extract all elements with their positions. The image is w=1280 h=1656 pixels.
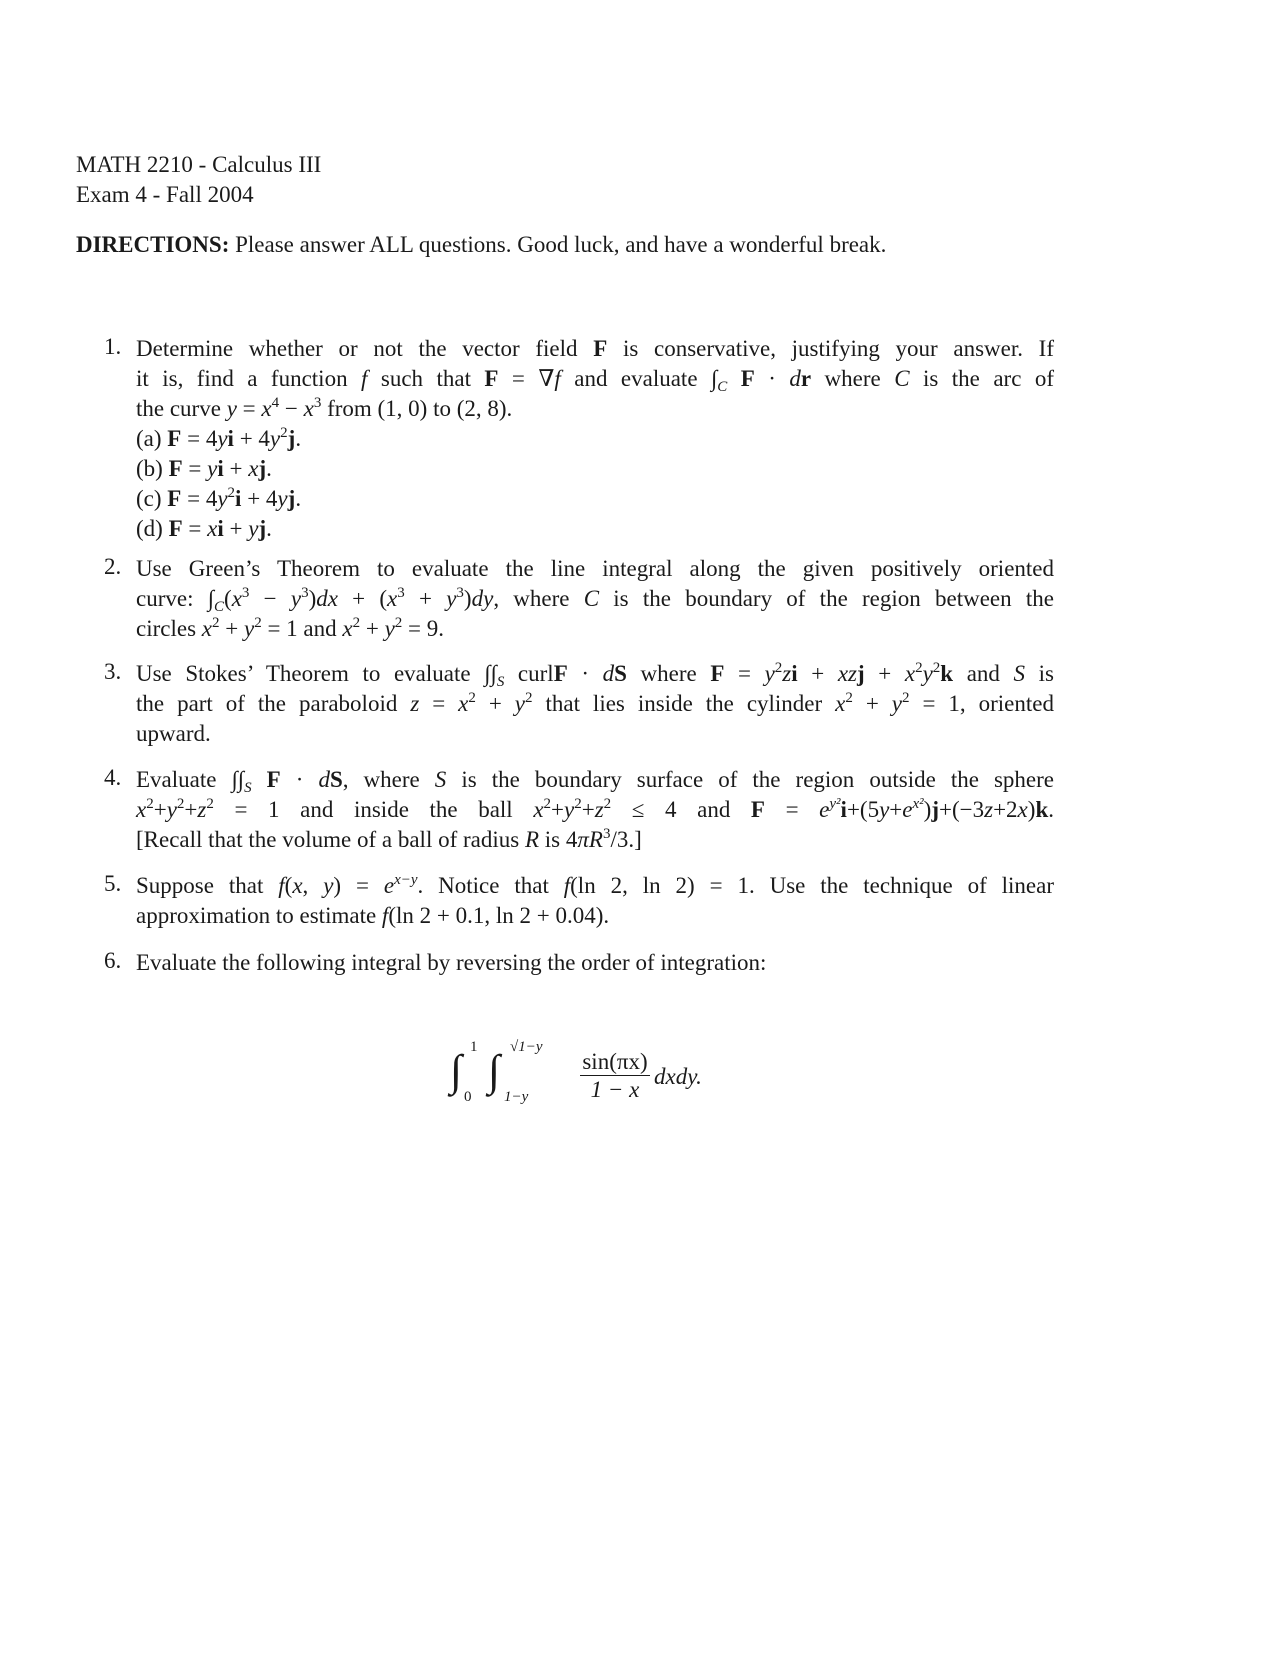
text-segment: k: [940, 661, 954, 686]
question-line: [136, 484, 1054, 514]
text-segment: 2: [932, 660, 941, 676]
text-segment: y: [217, 486, 228, 511]
question-line: [136, 334, 1054, 364]
text-segment: = 4: [181, 426, 218, 451]
text-segment: ·: [754, 366, 790, 391]
text-segment: (ln 2, ln 2) = 1. Use the technique of linear: [570, 873, 1055, 898]
text-segment: .: [295, 426, 302, 451]
text-segment: x: [207, 516, 218, 541]
text-segment: +: [223, 456, 249, 481]
text-segment: +: [864, 661, 905, 686]
text-segment: +2: [993, 797, 1018, 822]
text-segment: j: [258, 516, 267, 541]
directions-label: DIRECTIONS:: [76, 232, 230, 257]
text-segment: r: [800, 366, 812, 391]
text-segment: Determine whether or not the vector field: [136, 336, 594, 361]
text-segment: dx: [316, 586, 338, 611]
question-text: [136, 871, 1054, 931]
text-segment: C: [894, 366, 910, 391]
text-segment: j: [857, 661, 865, 686]
text-segment: x²: [912, 796, 924, 812]
inner-upper-limit: √1−y: [510, 1039, 543, 1055]
text-segment: i: [840, 797, 847, 822]
text-segment: .: [1048, 797, 1054, 822]
question-line: [136, 394, 1054, 424]
text-segment: 2: [603, 796, 612, 812]
text-segment: f: [381, 903, 389, 928]
text-segment: +: [797, 661, 838, 686]
text-segment: C: [717, 379, 728, 395]
text-segment: f: [278, 873, 285, 898]
text-segment: = 1 and inside the ball: [213, 797, 534, 822]
exam-title: Exam 4 - Fall 2004: [76, 182, 254, 207]
text-segment: +: [581, 797, 595, 822]
text-segment: F: [750, 797, 765, 822]
text-segment: [727, 366, 740, 391]
text-segment: ,: [302, 873, 324, 898]
text-segment: /3.]: [610, 827, 642, 852]
text-segment: ·: [567, 661, 603, 686]
text-segment: F: [593, 336, 608, 361]
question-text: [136, 554, 1054, 644]
text-segment: 2: [468, 690, 476, 706]
text-segment: 3: [397, 585, 405, 601]
text-segment: 2: [206, 796, 214, 812]
text-segment: x: [533, 797, 544, 822]
text-segment: f: [554, 366, 561, 391]
text-segment: C: [583, 586, 600, 611]
text-segment: z: [782, 661, 792, 686]
question-line: [136, 424, 1054, 454]
integrand-numerator: sin(πx): [580, 1049, 650, 1076]
text-segment: x: [261, 396, 272, 421]
text-segment: 2: [543, 796, 552, 812]
text-segment: and: [953, 661, 1014, 686]
text-segment: F: [553, 661, 568, 686]
text-segment: =: [182, 456, 208, 481]
text-segment: 2: [525, 690, 533, 706]
question-number: 2.: [104, 554, 122, 579]
text-segment: 2: [280, 425, 288, 441]
text-segment: Suppose that: [136, 873, 279, 898]
question-text: [136, 334, 1054, 544]
text-segment: .: [266, 516, 272, 541]
double-integral: [450, 1039, 750, 1115]
text-segment: 2: [146, 796, 154, 812]
text-segment: 3: [602, 826, 611, 842]
text-segment: Use Green’s Theorem to evaluate the line integral along the given positively oriented: [136, 556, 1054, 581]
text-segment: ): [463, 586, 472, 611]
text-segment: d: [789, 366, 801, 391]
text-segment: (: [224, 586, 232, 611]
outer-integral-sign: ∫: [450, 1046, 463, 1095]
text-segment: +: [404, 586, 447, 611]
text-segment: dy: [471, 586, 494, 611]
text-segment: i: [217, 456, 224, 481]
text-segment: =: [182, 516, 208, 541]
text-segment: y: [446, 586, 457, 611]
text-segment: 2: [845, 690, 853, 706]
text-segment: approximation to estimate: [136, 903, 382, 928]
text-segment: Evaluate ∫∫: [136, 767, 245, 792]
text-segment: y: [226, 396, 237, 421]
text-segment: 2: [394, 615, 403, 631]
text-segment: [252, 767, 267, 792]
text-segment: is the arc of: [909, 366, 1055, 391]
text-segment: S: [434, 767, 447, 792]
text-segment: = ∇: [498, 366, 555, 391]
text-segment: y: [269, 426, 281, 451]
text-segment: (d): [136, 516, 169, 541]
text-segment: ): [308, 586, 317, 611]
outer-upper-limit: 1: [470, 1039, 478, 1055]
text-segment: y: [323, 873, 334, 898]
text-segment: (a): [136, 426, 168, 451]
text-segment: z: [410, 691, 420, 716]
text-segment: y²: [829, 796, 841, 812]
text-segment: j: [258, 456, 267, 481]
text-segment: +(5: [846, 797, 880, 822]
text-segment: (ln 2 + 0.1, ln 2 + 0.04).: [388, 903, 610, 928]
question-line: [136, 514, 1054, 544]
text-segment: , where: [342, 767, 435, 792]
question-line: [136, 825, 1054, 855]
text-segment: i: [791, 661, 798, 686]
text-segment: (c): [136, 486, 168, 511]
text-segment: R: [524, 827, 540, 852]
text-segment: d: [318, 767, 330, 792]
text-segment: y: [514, 691, 526, 716]
differential: dxdy.: [654, 1064, 702, 1089]
question-line: [136, 659, 1054, 689]
text-segment: is 4: [539, 827, 578, 852]
text-segment: x: [342, 616, 353, 641]
text-segment: y: [922, 661, 933, 686]
text-segment: F: [740, 366, 755, 391]
text-segment: k: [1035, 797, 1049, 822]
text-segment: + 4: [233, 426, 270, 451]
inner-integral-sign: ∫: [488, 1046, 501, 1095]
text-segment: 3: [241, 585, 250, 601]
text-segment: Evaluate the following integral by reversing the order of integration:: [136, 950, 767, 975]
text-segment: S: [1013, 661, 1026, 686]
text-segment: z: [197, 797, 207, 822]
text-segment: S: [614, 661, 627, 686]
text-segment: +: [852, 691, 892, 716]
text-segment: circles: [136, 616, 202, 641]
text-segment: (: [284, 873, 293, 898]
course-title: MATH 2210 - Calculus III: [76, 152, 322, 177]
text-segment: =: [236, 396, 262, 421]
text-segment: S: [244, 780, 252, 796]
text-segment: F: [167, 486, 182, 511]
text-segment: x: [292, 873, 303, 898]
text-segment: where: [626, 661, 711, 686]
question-line: [136, 719, 1054, 749]
text-segment: x: [835, 691, 846, 716]
text-segment: 3: [456, 585, 464, 601]
text-segment: F: [167, 426, 182, 451]
text-segment: 2: [227, 485, 236, 501]
text-segment: F: [266, 767, 281, 792]
text-segment: curve: ∫: [136, 586, 214, 611]
text-segment: +: [475, 691, 515, 716]
text-segment: Use Stokes’ Theorem to evaluate ∫∫: [136, 661, 497, 686]
text-segment: f: [361, 366, 368, 391]
text-segment: 2: [254, 615, 262, 631]
text-segment: y: [384, 616, 395, 641]
text-segment: f: [563, 873, 571, 898]
question-3: [104, 659, 1054, 749]
integrand-denominator: 1 − x: [590, 1077, 640, 1102]
text-segment: is the boundary of the region between the: [599, 586, 1054, 611]
text-segment: x: [248, 456, 259, 481]
text-segment: =: [724, 661, 765, 686]
text-segment: [Recall that the volume of a ball of radius: [136, 827, 525, 852]
text-segment: j: [931, 797, 939, 822]
question-line: [136, 554, 1054, 584]
text-segment: i: [217, 516, 224, 541]
text-segment: x: [303, 396, 314, 421]
text-segment: e: [819, 797, 830, 822]
text-segment: curl: [504, 661, 554, 686]
question-line: [136, 765, 1054, 795]
text-segment: +: [360, 616, 385, 641]
text-segment: upward.: [136, 721, 211, 746]
text-segment: x: [387, 586, 398, 611]
text-segment: F: [168, 456, 183, 481]
question-number: 5.: [104, 871, 122, 896]
text-segment: F: [168, 516, 183, 541]
text-segment: +(−3: [939, 797, 985, 822]
inner-lower-limit: 1−y: [504, 1089, 529, 1105]
text-segment: +: [551, 797, 565, 822]
text-segment: 2: [915, 660, 923, 676]
text-segment: ): [923, 797, 932, 822]
text-segment: x: [1017, 797, 1028, 822]
text-segment: z: [984, 797, 994, 822]
question-text: [136, 765, 1054, 855]
text-segment: x: [231, 586, 242, 611]
question-line: [136, 795, 1054, 825]
question-2: [104, 554, 1054, 644]
text-segment: x: [904, 661, 916, 686]
text-segment: is: [1025, 661, 1054, 686]
text-segment: y: [248, 516, 259, 541]
question-line: [136, 948, 1054, 978]
text-segment: y: [891, 691, 902, 716]
text-segment: y: [290, 586, 302, 611]
question-number: 6.: [104, 948, 122, 973]
text-segment: .: [295, 486, 302, 511]
text-segment: y: [564, 797, 575, 822]
text-segment: 2: [574, 796, 582, 812]
text-segment: y: [764, 661, 775, 686]
text-segment: y: [207, 456, 218, 481]
text-segment: i: [227, 426, 234, 451]
question-line: [136, 364, 1054, 394]
text-segment: 2: [901, 690, 910, 706]
text-segment: 2: [176, 796, 185, 812]
text-segment: 3: [301, 585, 309, 601]
question-number: 3.: [104, 659, 122, 684]
text-segment: is conservative, justifying your answer. If: [607, 336, 1054, 361]
text-segment: 3: [313, 395, 322, 411]
text-segment: −: [279, 396, 304, 421]
text-segment: y: [879, 797, 890, 822]
text-segment: x: [201, 616, 212, 641]
text-segment: +: [184, 797, 198, 822]
text-segment: y: [166, 797, 177, 822]
text-segment: S: [329, 767, 343, 792]
text-segment: π: [577, 827, 589, 852]
text-segment: = 9.: [402, 616, 445, 641]
integrand-fraction: [580, 1049, 650, 1104]
text-segment: d: [602, 661, 615, 686]
question-line: [136, 871, 1054, 901]
text-segment: e: [383, 873, 395, 898]
text-segment: x−y: [394, 872, 418, 888]
text-segment: =: [764, 797, 820, 822]
text-segment: j: [287, 426, 296, 451]
question-line: [136, 689, 1054, 719]
text-segment: + (: [337, 586, 388, 611]
text-segment: x: [458, 691, 469, 716]
text-segment: x: [136, 797, 147, 822]
text-segment: j: [287, 486, 296, 511]
text-segment: 4: [271, 395, 280, 411]
text-segment: ) =: [333, 873, 384, 898]
text-segment: such that: [367, 366, 485, 391]
question-text: [136, 659, 1054, 749]
question-number: 1.: [104, 334, 122, 359]
text-segment: ·: [280, 767, 319, 792]
text-segment: 2: [352, 615, 361, 631]
question-line: [136, 614, 1054, 644]
text-segment: +: [889, 797, 903, 822]
text-segment: is the boundary surface of the region outside the sphere: [446, 767, 1054, 792]
question-line: [136, 901, 1054, 931]
text-segment: i: [235, 486, 242, 511]
text-segment: z: [594, 797, 604, 822]
question-6: [104, 948, 1054, 978]
text-segment: +: [153, 797, 167, 822]
text-segment: +: [223, 516, 249, 541]
text-segment: xz: [837, 661, 857, 686]
text-segment: = 1 and: [261, 616, 343, 641]
text-segment: e: [902, 797, 913, 822]
text-segment: = 1, oriented: [909, 691, 1054, 716]
text-segment: the part of the paraboloid: [136, 691, 411, 716]
text-segment: y: [243, 616, 255, 641]
text-segment: where: [811, 366, 895, 391]
text-segment: . Notice that: [417, 873, 564, 898]
text-segment: −: [249, 586, 291, 611]
text-segment: .: [266, 456, 272, 481]
text-segment: C: [214, 599, 225, 615]
text-segment: it is, find a function: [136, 366, 362, 391]
question-number: 4.: [104, 765, 122, 790]
text-segment: the curve: [136, 396, 227, 421]
text-segment: R: [588, 827, 603, 852]
text-segment: S: [496, 674, 505, 690]
text-segment: (b): [136, 456, 169, 481]
question-line: [136, 454, 1054, 484]
text-segment: y: [217, 426, 228, 451]
text-segment: and evaluate ∫: [560, 366, 718, 391]
text-segment: +: [219, 616, 244, 641]
text-segment: 2: [211, 615, 220, 631]
text-segment: that lies inside the cylinder: [532, 691, 836, 716]
directions: [76, 232, 886, 258]
directions-text: Please answer ALL questions. Good luck, and have a wonderful break.: [229, 232, 887, 257]
text-segment: from (1, 0) to (2, 8).: [321, 396, 513, 421]
question-line: [136, 584, 1054, 614]
question-5: [104, 871, 1054, 931]
text-segment: ≤ 4 and: [611, 797, 751, 822]
text-segment: + 4: [241, 486, 278, 511]
outer-lower-limit: 0: [464, 1089, 472, 1105]
text-segment: =: [419, 691, 459, 716]
question-4: [104, 765, 1054, 855]
question-1: [104, 334, 1054, 544]
text-segment: = 4: [181, 486, 218, 511]
question-text: [136, 948, 1054, 978]
text-segment: F: [484, 366, 499, 391]
text-segment: y: [277, 486, 288, 511]
text-segment: ): [1027, 797, 1036, 822]
text-segment: , where: [493, 586, 584, 611]
text-segment: 2: [774, 660, 783, 676]
text-segment: F: [710, 661, 725, 686]
